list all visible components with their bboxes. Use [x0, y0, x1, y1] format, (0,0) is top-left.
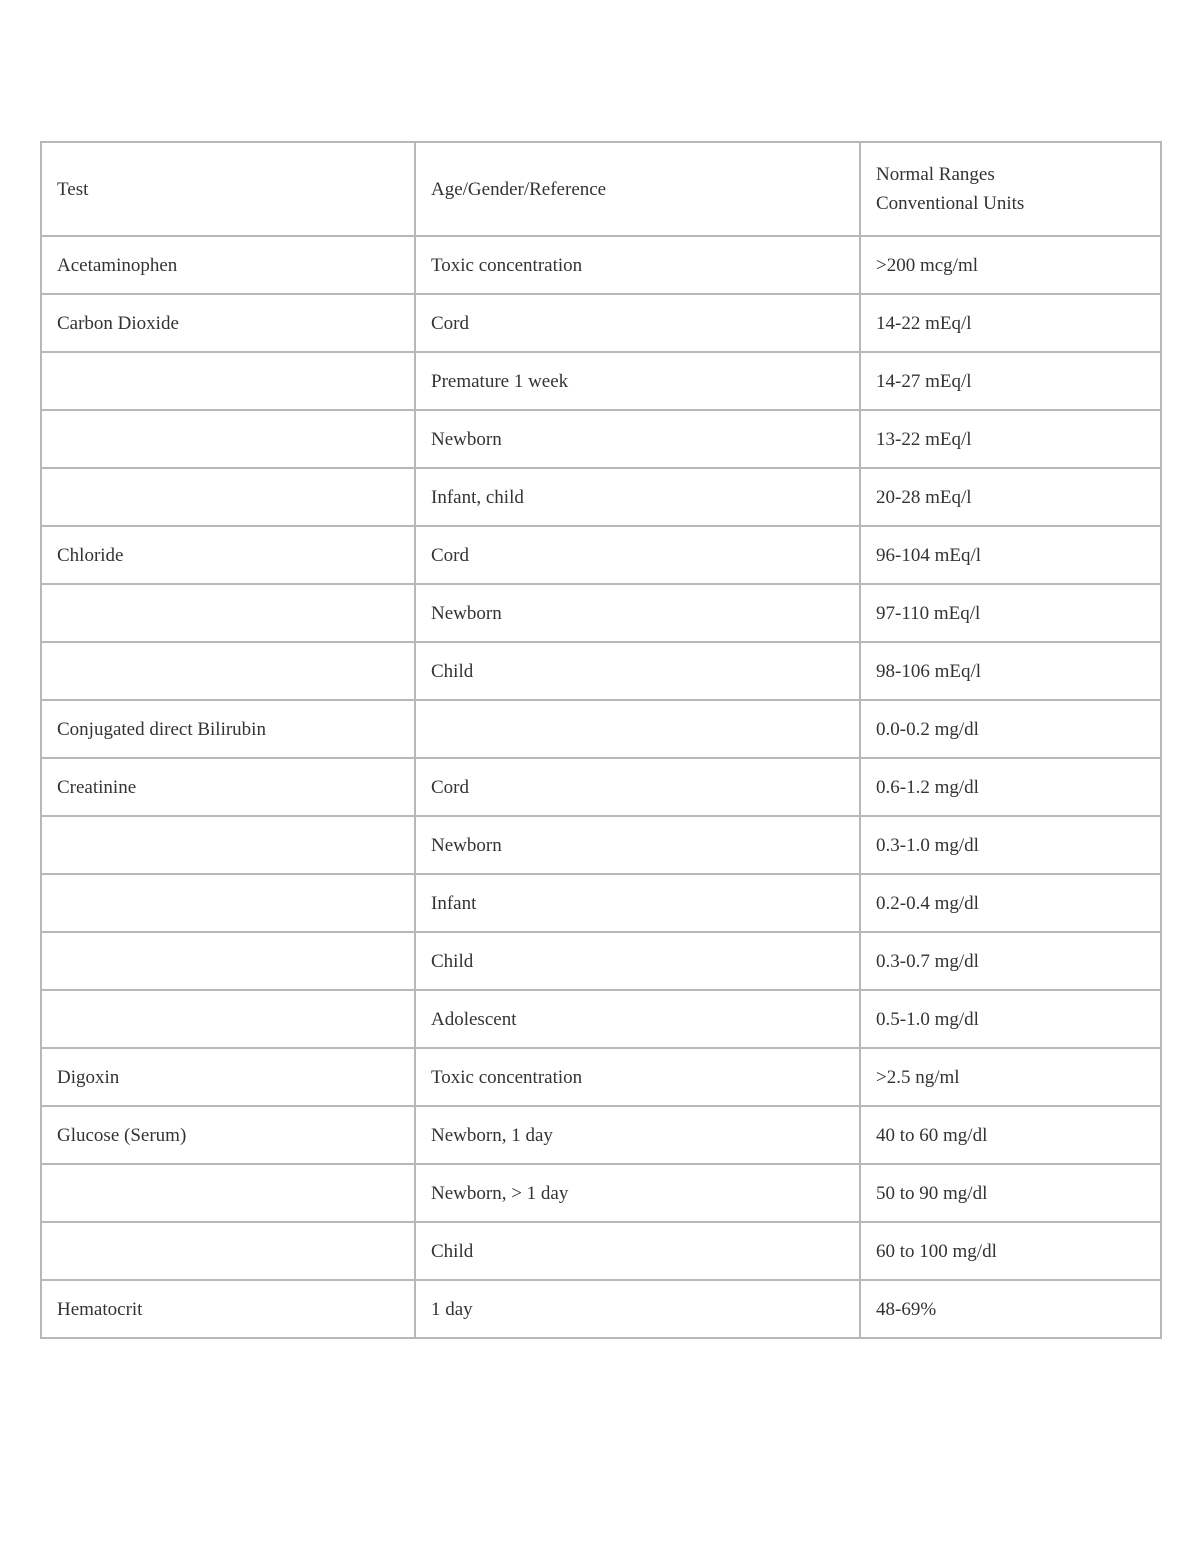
table-row [41, 816, 1161, 874]
cell-test [41, 874, 415, 932]
header-test: Test [41, 142, 415, 236]
cell-range: 0.0-0.2 mg/dl [860, 700, 1161, 758]
cell-range: 0.2-0.4 mg/dl [860, 874, 1161, 932]
cell-test: Acetaminophen [41, 236, 415, 294]
cell-reference [415, 700, 860, 758]
cell-reference: Newborn [415, 584, 860, 642]
table-row [41, 1280, 1161, 1338]
cell-range: 97-110 mEq/l [860, 584, 1161, 642]
cell-range: 0.6-1.2 mg/dl [860, 758, 1161, 816]
cell-test: Creatinine [41, 758, 415, 816]
header-reference: Age/Gender/Reference [415, 142, 860, 236]
table-row [41, 874, 1161, 932]
cell-test [41, 1164, 415, 1222]
cell-reference: Premature 1 week [415, 352, 860, 410]
cell-range: 98-106 mEq/l [860, 642, 1161, 700]
cell-range: 14-22 mEq/l [860, 294, 1161, 352]
cell-range: 48-69% [860, 1280, 1161, 1338]
cell-range: 96-104 mEq/l [860, 526, 1161, 584]
cell-test [41, 584, 415, 642]
cell-test [41, 468, 415, 526]
cell-range: >200 mcg/ml [860, 236, 1161, 294]
table-row [41, 584, 1161, 642]
table-row [41, 642, 1161, 700]
cell-reference: Adolescent [415, 990, 860, 1048]
table-row [41, 294, 1161, 352]
cell-reference: Infant, child [415, 468, 860, 526]
cell-test [41, 410, 415, 468]
table-row [41, 700, 1161, 758]
table-row [41, 1164, 1161, 1222]
header-normal-ranges [860, 142, 1161, 236]
cell-reference: Toxic concentration [415, 236, 860, 294]
cell-test: Hematocrit [41, 1280, 415, 1338]
table-row [41, 1106, 1161, 1164]
cell-range: 50 to 90 mg/dl [860, 1164, 1161, 1222]
cell-test: Conjugated direct Bilirubin [41, 700, 415, 758]
cell-test [41, 816, 415, 874]
table-header-row [41, 142, 1161, 236]
cell-test: Chloride [41, 526, 415, 584]
cell-reference: 1 day [415, 1280, 860, 1338]
cell-range: 0.5-1.0 mg/dl [860, 990, 1161, 1048]
cell-test: Carbon Dioxide [41, 294, 415, 352]
cell-range: 13-22 mEq/l [860, 410, 1161, 468]
table-row [41, 468, 1161, 526]
table-row [41, 352, 1161, 410]
header-range-line1: Normal Ranges [876, 164, 995, 185]
reference-ranges-table [40, 141, 1162, 1339]
cell-reference: Child [415, 932, 860, 990]
cell-range: 0.3-0.7 mg/dl [860, 932, 1161, 990]
cell-range: 60 to 100 mg/dl [860, 1222, 1161, 1280]
cell-reference: Cord [415, 294, 860, 352]
cell-range: 20-28 mEq/l [860, 468, 1161, 526]
cell-reference: Newborn [415, 410, 860, 468]
table-row [41, 410, 1161, 468]
cell-range: >2.5 ng/ml [860, 1048, 1161, 1106]
table-row [41, 758, 1161, 816]
table-row [41, 1222, 1161, 1280]
table-row [41, 1048, 1161, 1106]
cell-reference: Newborn, > 1 day [415, 1164, 860, 1222]
table-row [41, 932, 1161, 990]
cell-test [41, 642, 415, 700]
header-range-line2: Conventional Units [876, 193, 1025, 214]
cell-reference: Child [415, 642, 860, 700]
cell-reference: Newborn, 1 day [415, 1106, 860, 1164]
table-row [41, 526, 1161, 584]
table-row [41, 990, 1161, 1048]
cell-test [41, 932, 415, 990]
cell-reference: Infant [415, 874, 860, 932]
cell-test [41, 1222, 415, 1280]
cell-range: 40 to 60 mg/dl [860, 1106, 1161, 1164]
table-row [41, 236, 1161, 294]
cell-reference: Cord [415, 758, 860, 816]
cell-range: 14-27 mEq/l [860, 352, 1161, 410]
cell-test: Glucose (Serum) [41, 1106, 415, 1164]
cell-reference: Newborn [415, 816, 860, 874]
cell-reference: Child [415, 1222, 860, 1280]
cell-test: Digoxin [41, 1048, 415, 1106]
cell-reference: Cord [415, 526, 860, 584]
cell-range: 0.3-1.0 mg/dl [860, 816, 1161, 874]
cell-test [41, 990, 415, 1048]
cell-reference: Toxic concentration [415, 1048, 860, 1106]
cell-test [41, 352, 415, 410]
